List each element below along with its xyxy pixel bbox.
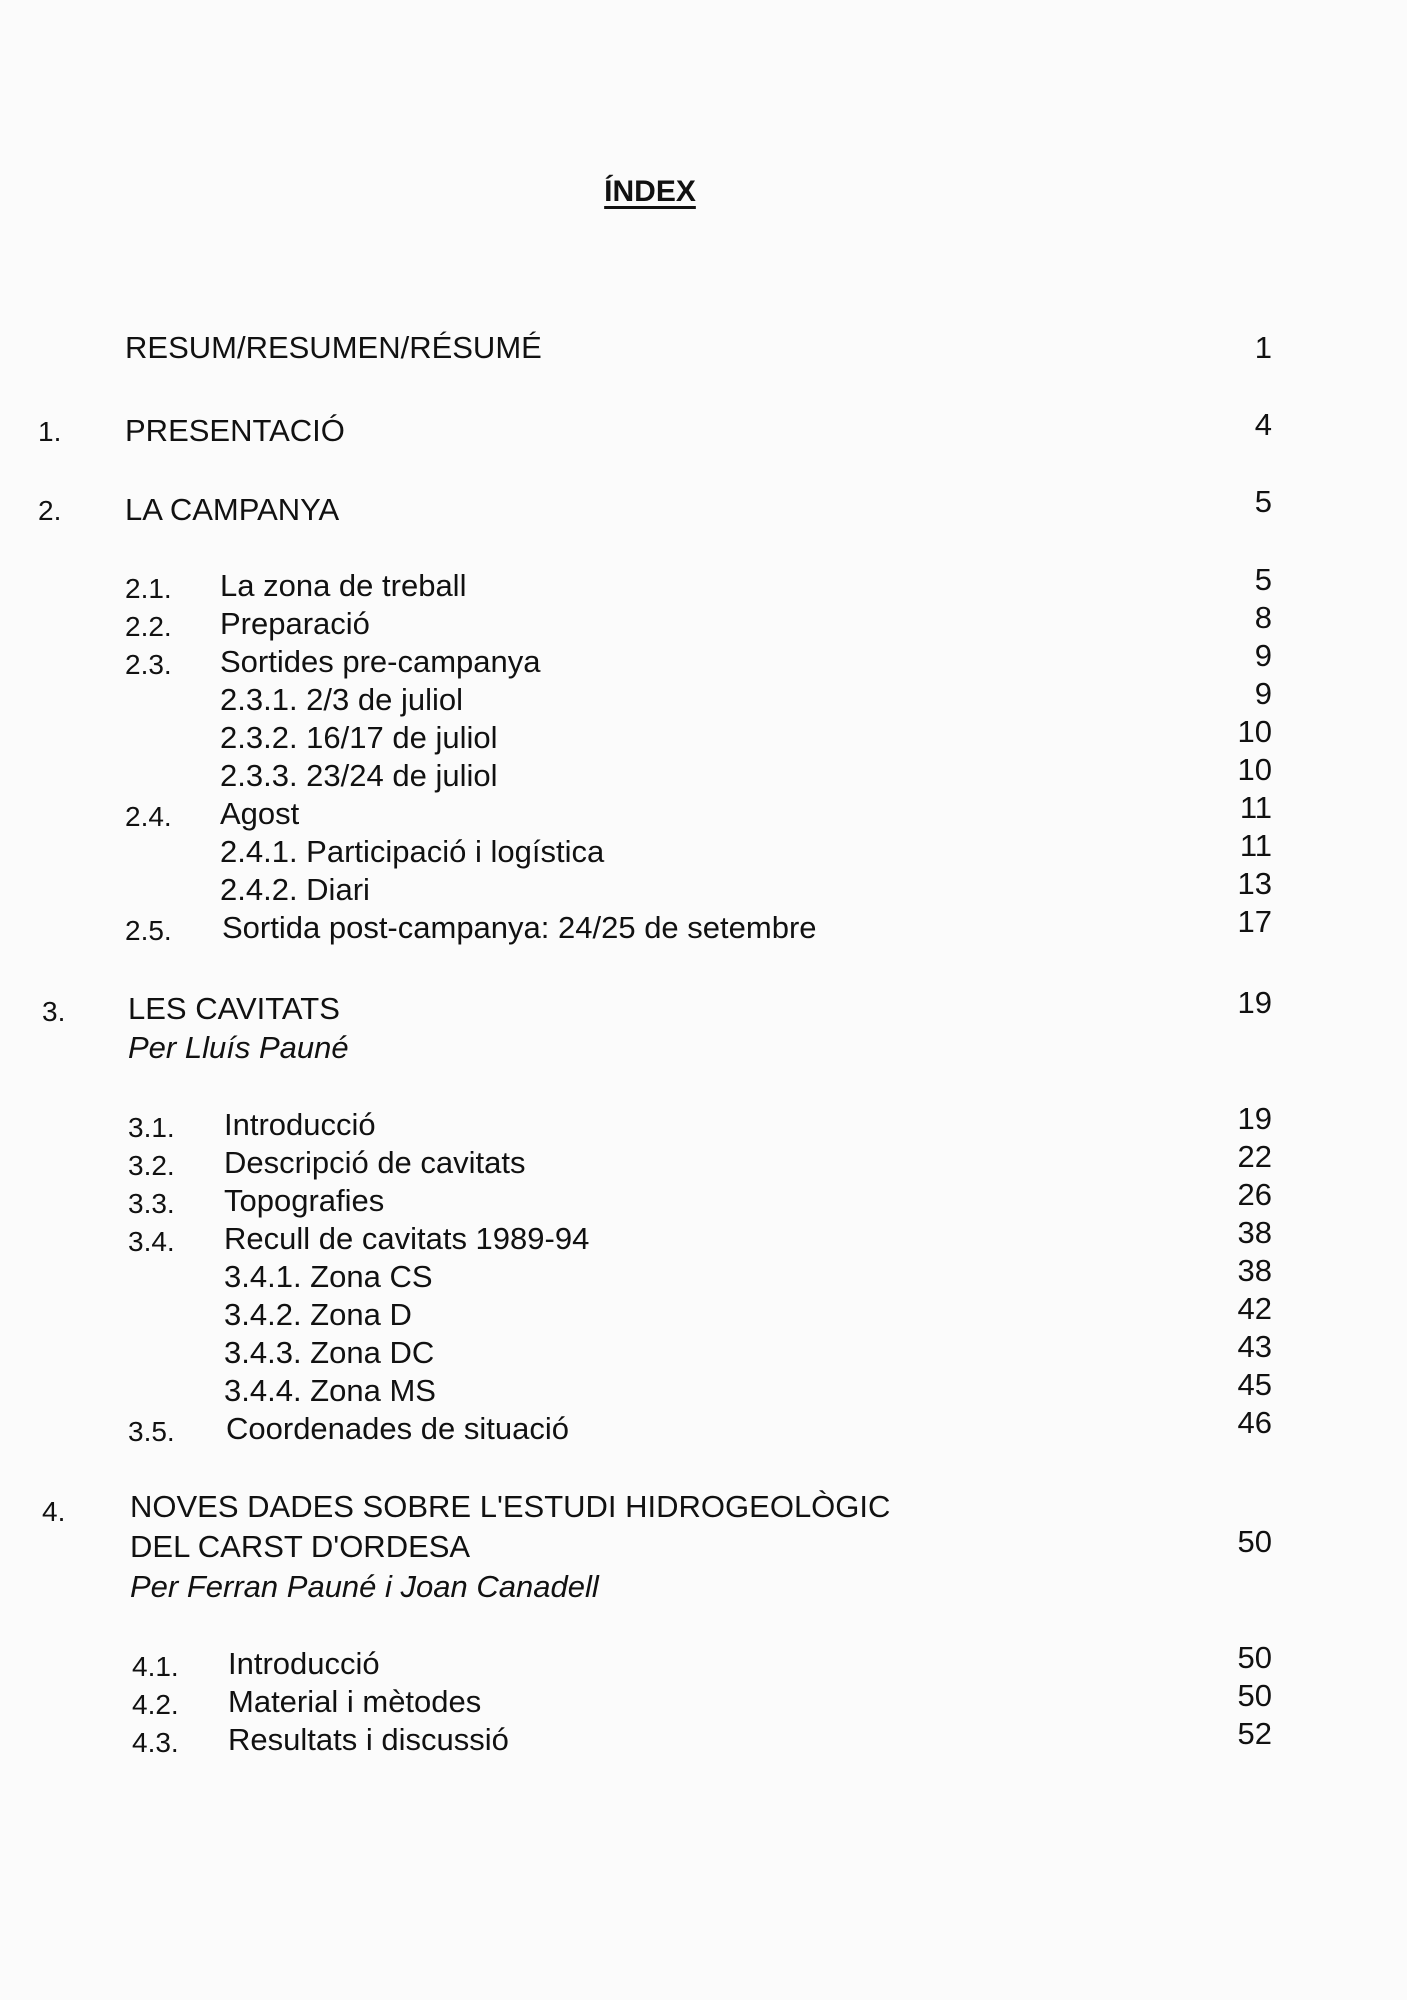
toc-entry-number: 3.5. xyxy=(128,1416,175,1447)
toc-page-number: 50 xyxy=(1237,1640,1272,1675)
toc-entry-text: RESUM/RESUMEN/RÉSUMÉ xyxy=(125,330,542,365)
toc-author: Per Lluís Pauné xyxy=(128,1030,349,1065)
toc-page-number: 50 xyxy=(1237,1678,1272,1713)
toc-entry-text: 3.4.3. Zona DC xyxy=(224,1335,435,1370)
toc-entry-text: Coordenades de situació xyxy=(226,1411,569,1446)
toc-entry-text: Sortides pre-campanya xyxy=(220,644,541,679)
toc-author: Per Ferran Pauné i Joan Canadell xyxy=(130,1569,599,1604)
toc-entry-text: 2.3.2. 16/17 de juliol xyxy=(220,720,498,755)
page-title: ÍNDEX xyxy=(604,175,696,208)
toc-entry-text: 3.4.1. Zona CS xyxy=(224,1259,433,1294)
toc-entry-text: Descripció de cavitats xyxy=(224,1145,526,1180)
toc-entry-number: 1. xyxy=(38,416,62,447)
toc-page-number: 38 xyxy=(1237,1215,1272,1250)
toc-entry-number: 3.2. xyxy=(128,1150,175,1181)
toc-page-number: 38 xyxy=(1237,1253,1272,1288)
toc-entry-text: LA CAMPANYA xyxy=(125,492,340,527)
toc-page-number: 11 xyxy=(1239,790,1272,825)
toc-entry-number: 2.2. xyxy=(125,611,172,642)
toc-entry-number: 4.2. xyxy=(132,1689,179,1720)
toc-page-number: 19 xyxy=(1237,985,1272,1020)
toc-entry-text: La zona de treball xyxy=(220,568,467,603)
toc-page-number: 52 xyxy=(1237,1716,1272,1751)
toc-entry-text: Recull de cavitats 1989-94 xyxy=(224,1221,590,1256)
toc-entry-number: 3.1. xyxy=(128,1112,175,1143)
toc-page-number: 50 xyxy=(1237,1524,1272,1559)
toc-entry-number: 3. xyxy=(42,996,66,1027)
toc-entry-text: PRESENTACIÓ xyxy=(125,413,345,448)
toc-entry-number: 4. xyxy=(42,1496,66,1527)
toc-page-number: 45 xyxy=(1237,1367,1272,1402)
toc-entry-number: 2.5. xyxy=(125,915,172,946)
toc-page-number: 11 xyxy=(1239,828,1272,863)
toc-page-number: 10 xyxy=(1237,752,1272,787)
toc-entry-text: NOVES DADES SOBRE L'ESTUDI HIDROGEOLÒGIC xyxy=(130,1489,891,1524)
toc-page-number: 5 xyxy=(1254,484,1272,519)
toc-entry-text: Material i mètodes xyxy=(228,1684,482,1719)
toc-entry-text: Preparació xyxy=(220,606,370,641)
toc-page-number: 46 xyxy=(1237,1405,1272,1440)
toc-page-number: 42 xyxy=(1237,1291,1272,1326)
toc-entry-text: Topografies xyxy=(224,1183,385,1218)
toc-entry-text: Introducció xyxy=(224,1107,376,1142)
toc-entry-text: Introducció xyxy=(228,1646,380,1681)
toc-entry-number: 4.3. xyxy=(132,1727,179,1758)
toc-page-number: 5 xyxy=(1254,562,1272,597)
toc-entry-number: 3.4. xyxy=(128,1226,175,1257)
toc-page-number: 1 xyxy=(1254,330,1272,365)
toc-entry-text: 2.4.1. Participació i logística xyxy=(220,834,605,869)
toc-entry-text: Agost xyxy=(220,796,300,831)
toc-page-number: 19 xyxy=(1237,1101,1272,1136)
toc-page-number: 9 xyxy=(1254,676,1272,711)
toc-page-number: 4 xyxy=(1254,407,1272,442)
toc-entry-text: 3.4.4. Zona MS xyxy=(224,1373,436,1408)
toc-entry-text: DEL CARST D'ORDESA xyxy=(130,1529,471,1564)
toc-entry-number: 2. xyxy=(38,495,62,526)
toc-entry-text: 2.3.3. 23/24 de juliol xyxy=(220,758,498,793)
toc-entry-text: 2.4.2. Diari xyxy=(220,872,370,907)
toc-entry-number: 2.1. xyxy=(125,573,172,604)
toc-entry-text: Sortida post-campanya: 24/25 de setembre xyxy=(222,910,817,945)
toc-page-number: 9 xyxy=(1254,638,1272,673)
toc-page-number: 13 xyxy=(1237,866,1272,901)
toc-entry-number: 2.4. xyxy=(125,801,172,832)
toc-entry-text: LES CAVITATS xyxy=(128,991,340,1026)
toc-entry-number: 2.3. xyxy=(125,649,172,680)
toc-page-number: 43 xyxy=(1237,1329,1272,1364)
toc-page-number: 22 xyxy=(1237,1139,1272,1174)
toc-entry-number: 3.3. xyxy=(128,1188,175,1219)
toc-entry-text: 3.4.2. Zona D xyxy=(224,1297,412,1332)
toc-entry-text: Resultats i discussió xyxy=(228,1722,509,1757)
toc-page-number: 26 xyxy=(1237,1177,1272,1212)
toc-page-number: 10 xyxy=(1237,714,1272,749)
toc-page-number: 8 xyxy=(1254,600,1272,635)
toc-page-number: 17 xyxy=(1237,904,1272,939)
toc-entry-text: 2.3.1. 2/3 de juliol xyxy=(220,682,464,717)
toc-entry-number: 4.1. xyxy=(132,1651,179,1682)
